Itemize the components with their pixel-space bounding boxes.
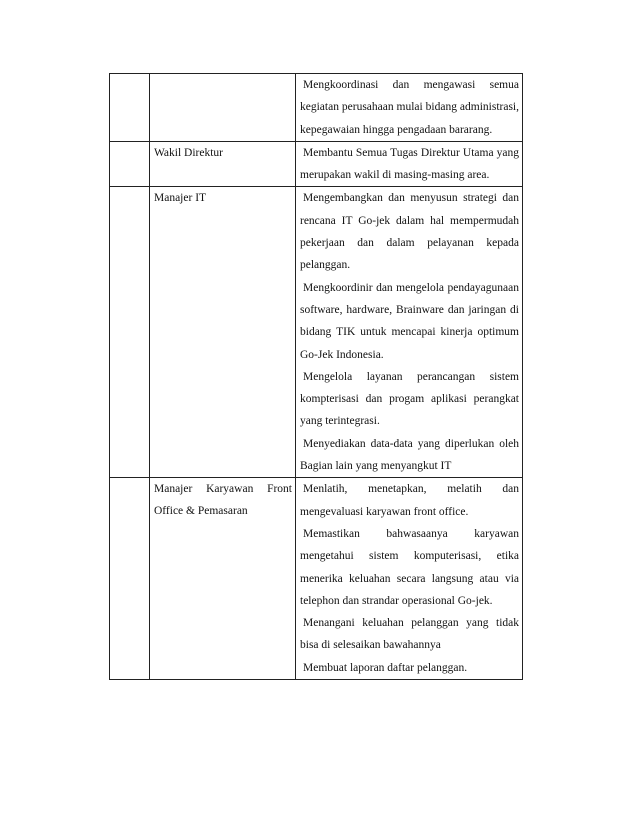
duty-item: Mengkoordinir dan mengelola pendayagunaan software, hardware, Brainware dan jaringan di bidang TIK untuk mencapai kinerja optimum Go-Jek Indonesia. xyxy=(300,281,519,361)
job-description-table xyxy=(109,73,523,680)
duty-item: Membuat laporan daftar pelanggan. xyxy=(303,661,468,674)
role-label: Manajer Karyawan Front Office & Pemasaran xyxy=(154,483,292,518)
number-cell xyxy=(110,478,150,680)
role-label: Manajer IT xyxy=(154,192,207,205)
number-cell xyxy=(110,187,150,478)
duty-list xyxy=(296,74,522,141)
duty-item: Membantu Semua Tugas Direktur Utama yang merupakan wakil di masing-masing area. xyxy=(300,146,519,182)
duties-cell xyxy=(296,187,523,478)
duty-item: Menangani keluahan pelanggan yang tidak bisa di selesaikan bawahannya xyxy=(300,617,519,652)
table-row xyxy=(110,478,523,680)
table-row xyxy=(110,141,523,187)
role-cell xyxy=(150,74,296,142)
table-row xyxy=(110,187,523,478)
number-cell xyxy=(110,141,150,187)
duty-item: Menlatih, menetapkan, melatih dan mengevaluasi karyawan front office. xyxy=(300,483,519,518)
number-cell xyxy=(110,74,150,142)
role-cell xyxy=(150,187,296,478)
role-label: Wakil Direktur xyxy=(154,146,224,159)
duties-cell xyxy=(296,141,523,187)
duty-item: Memastikan bahwasaanya karyawan mengetahui sistem komputerisasi, etika menerika keluahan secara langsung atau via telephon dan strandar operasional Go-jek. xyxy=(300,527,519,607)
role-cell xyxy=(150,141,296,187)
duty-list xyxy=(296,187,522,477)
duty-item: Mengelola layanan perancangan sistem kompterisasi dan progam aplikasi perangkat yang terintegrasi. xyxy=(300,370,519,428)
duty-list xyxy=(296,478,522,679)
duty-list xyxy=(296,142,522,187)
duty-item: Mengkoordinasi dan mengawasi semua kegiatan perusahaan mulai bidang administrasi, kepegawaian hingga pengadaan bararang. xyxy=(300,79,519,136)
table-row xyxy=(110,74,523,142)
duties-cell xyxy=(296,478,523,680)
role-cell xyxy=(150,478,296,680)
duties-cell xyxy=(296,74,523,142)
duty-item: Mengembangkan dan menyusun strategi dan rencana IT Go-jek dalam hal mempermudah pekerjaan dan dalam pelayanan kepada pelanggan. xyxy=(300,192,519,272)
duty-item: Menyediakan data-data yang diperlukan oleh Bagian lain yang menyangkut IT xyxy=(300,437,519,473)
